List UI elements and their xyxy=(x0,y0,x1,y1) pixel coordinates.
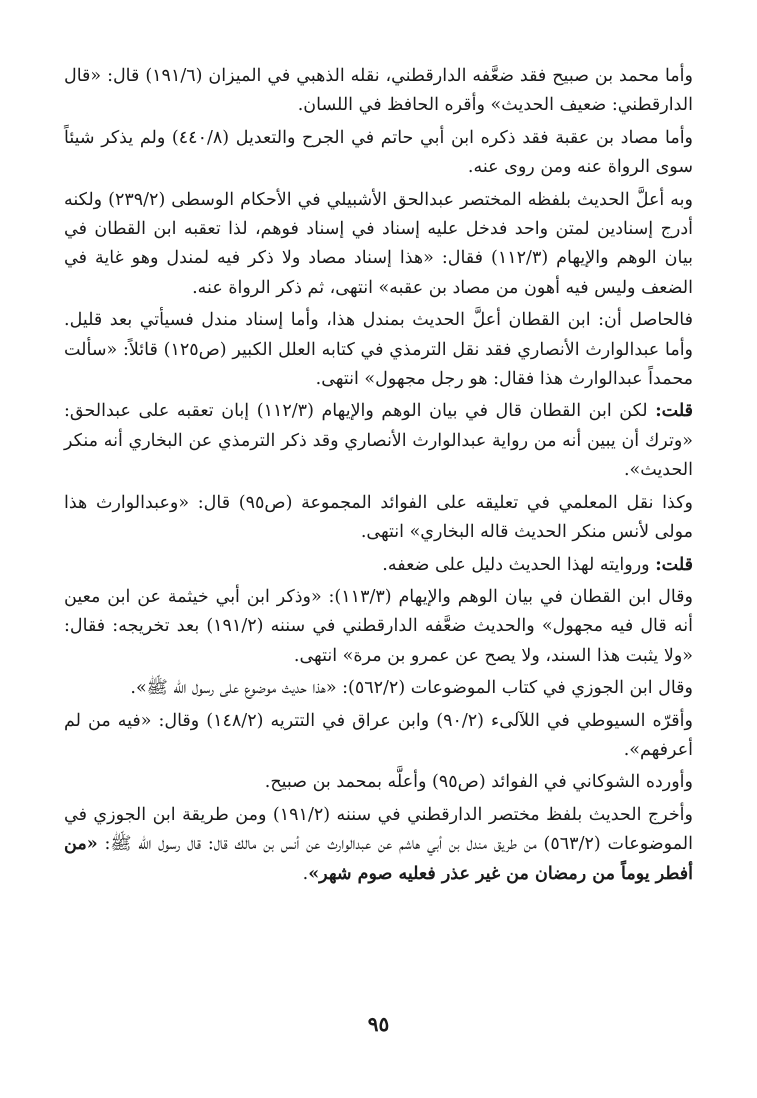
paragraph-muallimi: وكذا نقل المعلمي في تعليقه على الفوائد المجموعة (ص٩٥) قال: «وعبدالوارث هذا مولى لأنس منكر الحديث قاله البخاري» انتهى. xyxy=(64,492,693,543)
hadith-text: «من أفطر يوماً من رمضان من غير عذر فعليه صوم شهر» xyxy=(64,834,693,884)
paragraph-daraqutni-hadith: وأخرج الحديث بلفظ مختصر الدارقطني في سننه (١٩١/٢) ومن طريقة ابن الجوزي في الموضوعات (٥٦٣/٢) من طريق مندل بن أبي هاشم عن عبدالوارث عن أنس بن مالك قال: قال رسول الله ﷺ: «من أفطر يوماً من رمضان من غير عذر فعليه صوم شهر». xyxy=(64,804,694,884)
qultu-lead: قلت: xyxy=(655,554,693,575)
paragraph-ibn-abi-khaythamah: وقال ابن القطان في بيان الوهم والإيهام (١١٣/٣): «وذكر ابن أبي خيثمة عن ابن معين أنه قال فيه مجهول» والحديث ضعَّفه الدارقطني في سننه (١٩١/٢) بعد تخريجه: فقال: «ولا يثبت هذا السند، ولا يصح عن عمرو بن مرة» انتهى. xyxy=(64,586,693,666)
paragraph-masad-ibn-uqbah: وأما مصاد بن عقبة فقد ذكره ابن أبي حاتم في الجرح والتعديل (٤٤٠/٨) ولم يذكر شيئاً سوى الرواة عنه ومن روى عنه. xyxy=(64,127,694,178)
paragraph-qultu-ibn-qattan: قلت: لكن ابن القطان قال في بيان الوهم والإيهام (١١٢/٣) إبان تعقبه على عبدالحق: «وترك أن يبين أنه من رواية عبدالوارث الأنصاري وقد ذكر الترمذي عن البخاري أنه منكر الحديث». xyxy=(64,401,693,481)
paragraph-suyuti: وأقرّه السيوطي في اللآلىء (٩٠/٢) وابن عراق في التتريه (١٤٨/٢) وقال: «فيه من لم أعرفهم». xyxy=(64,710,693,760)
paragraph-muhammad-ibn-subayh: وأما محمد بن صبيح فقد ضعَّفه الدارقطني، نقله الذهبي في الميزان (١٩١/٦) قال: «قال الدارقطني: ضعيف الحديث» وأقره الحافظ في اللسان. xyxy=(64,66,693,116)
paragraph-abdulhaq-ishbili: وبه أعلَّ الحديث بلفظه المختصر عبدالحق الأشبيلي في الأحكام الوسطى (٢٣٩/٢) ولكنه أدرج إسنادين لمتن واحد فدخل عليه إسناد في إسناد فوهم، لذا تعقبه ابن القطان في بيان الوهم والإيهام (١١٢/٣) فقال: «هذا إسناد مصاد ولا ذكر فيه لمندل وهو غاية في الضعف وليس فيه أهون من مصاد بن عقبه» انتهى، ثم ذكر الرواة عنه. xyxy=(64,189,694,298)
paragraph-conclusion: فالحاصل أن: ابن القطان أعلَّ الحديث بمندل هذا، وأما إسناد مندل فسيأتي بعد قليل. وأما عبدالوارث الأنصاري فقد نقل الترمذي في كتابه العلل الكبير (ص١٢٥) قائلاً: «سألت محمداً عبدالوارث هذا فقال: هو رجل مجهول» انتهى. xyxy=(64,310,694,390)
qultu-lead: قلت: xyxy=(655,401,693,422)
paragraph-shawkani: وأورده الشوكاني في الفوائد (ص٩٥) وأعلَّه بمحمد بن صبيح. xyxy=(264,772,693,793)
paragraph-ibn-al-jawzi: وقال ابن الجوزي في كتاب الموضوعات (٥٦٢/٢): «هذا حديث موضوع على رسول الله ﷺ». xyxy=(130,678,693,699)
page-number: ٩٥ xyxy=(367,1012,390,1036)
paragraph-qultu-riwayah: قلت: وروايته لهذا الحديث دليل على ضعفه. xyxy=(382,554,693,575)
